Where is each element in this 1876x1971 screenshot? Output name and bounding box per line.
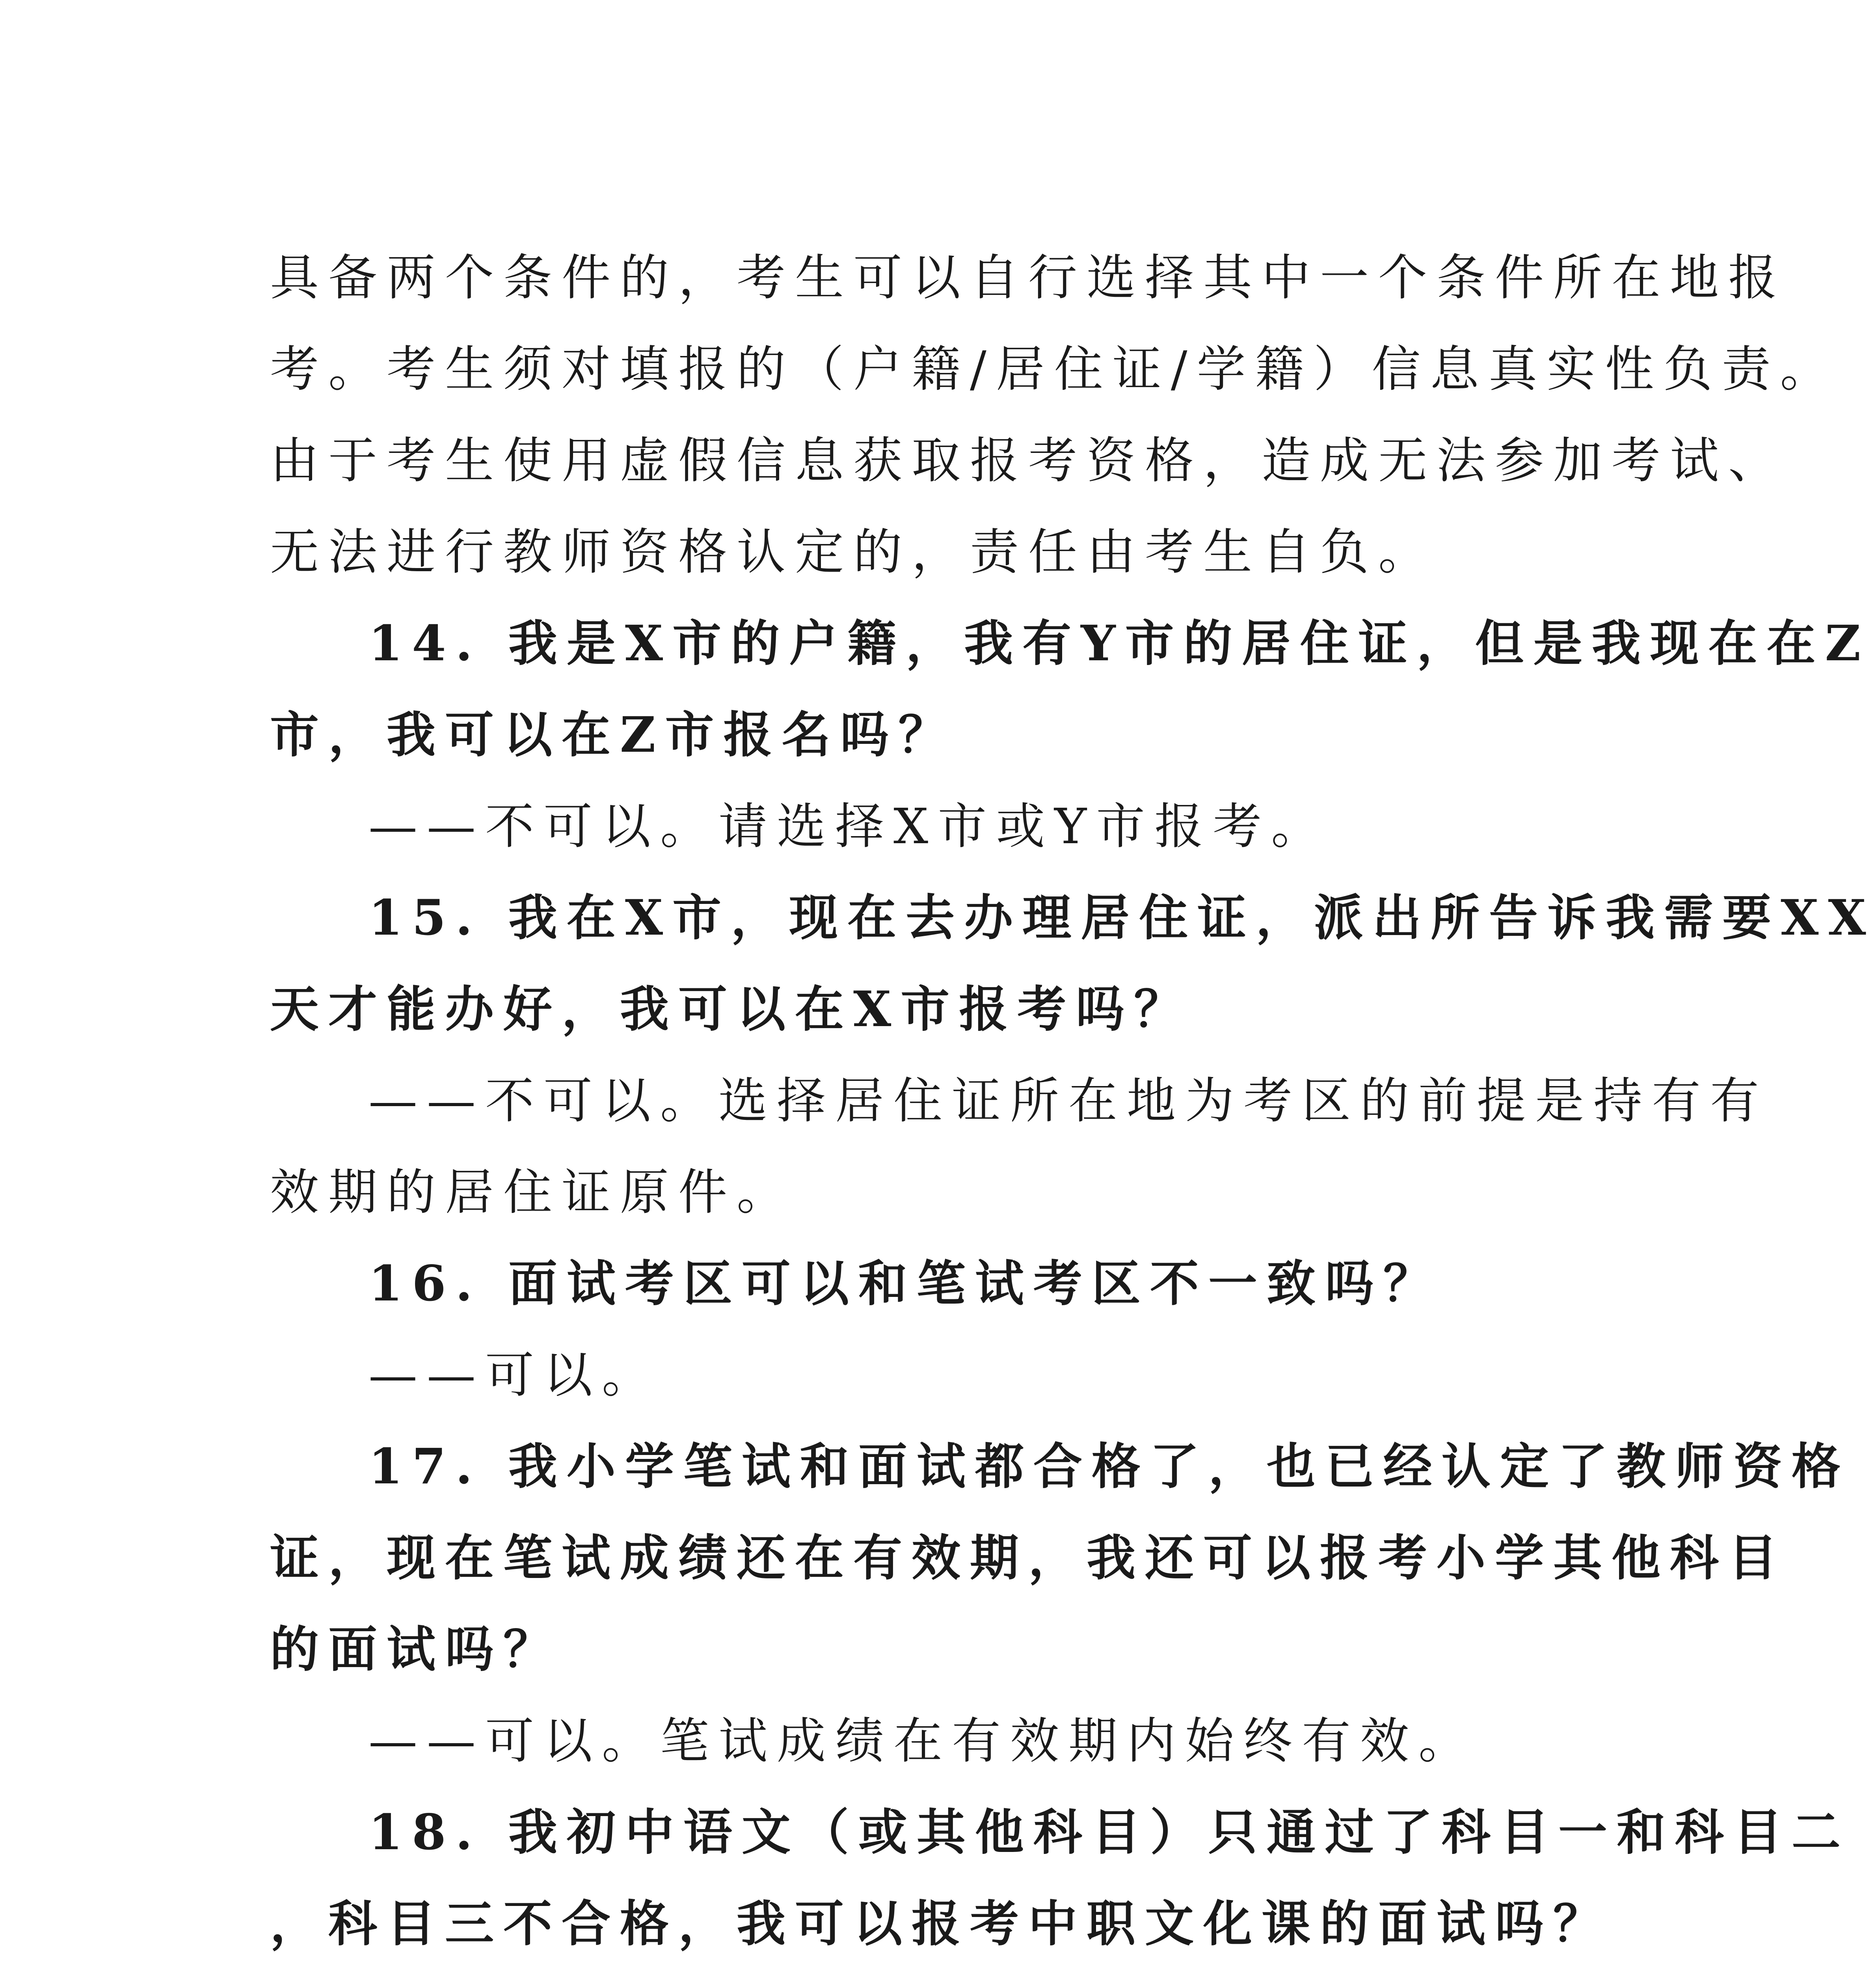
answer-15-line-1: ——不可以。选择居住证所在地为考区的前提是持有有 [368,1073,1769,1129]
question-14-line-2: 市，我可以在Z市报名吗？ [270,706,957,764]
paragraph-line-1: 具备两个条件的，考生可以自行选择其中一个条件所在地报 [270,250,1787,306]
question-14-line-1: 14. 我是X市的户籍，我有Y市的居住证，但是我现在在Z [368,615,1870,672]
question-15-line-1: 15. 我在X市，现在去办理居住证，派出所告诉我需要XX [368,889,1876,946]
question-18-line-2: ，科目三不合格，我可以报考中职文化课的面试吗？ [270,1895,1612,1952]
answer-14: ——不可以。请选择X市或Y市报考。 [368,798,1330,855]
question-16: 16. 面试考区可以和笔试考区不一致吗？ [368,1255,1442,1312]
question-17-line-1: 17. 我小学笔试和面试都合格了，也已经认定了教师资格 [368,1438,1850,1495]
paragraph-line-3: 由于考生使用虚假信息获取报考资格，造成无法参加考试、 [270,432,1787,489]
answer-15-line-2: 效期的居住证原件。 [270,1164,795,1221]
question-18-line-1: 18. 我初中语文（或其他科目）只通过了科目一和科目二 [368,1804,1850,1861]
question-17-line-3: 的面试吗？ [270,1621,562,1678]
answer-16: ——可以。 [368,1347,661,1404]
paragraph-line-2: 考。考生须对填报的（户籍/居住证/学籍）信息真实性负责。 [270,341,1839,398]
answer-17: ——可以。笔试成绩在有效期内始终有效。 [368,1713,1477,1770]
question-17-line-2: 证，现在笔试成绩还在有效期，我还可以报考小学其他科目 [270,1529,1787,1587]
question-15-line-2: 天才能办好，我可以在X市报考吗？ [270,981,1193,1038]
paragraph-line-4: 无法进行教师资格认定的，责任由考生自负。 [270,524,1437,581]
